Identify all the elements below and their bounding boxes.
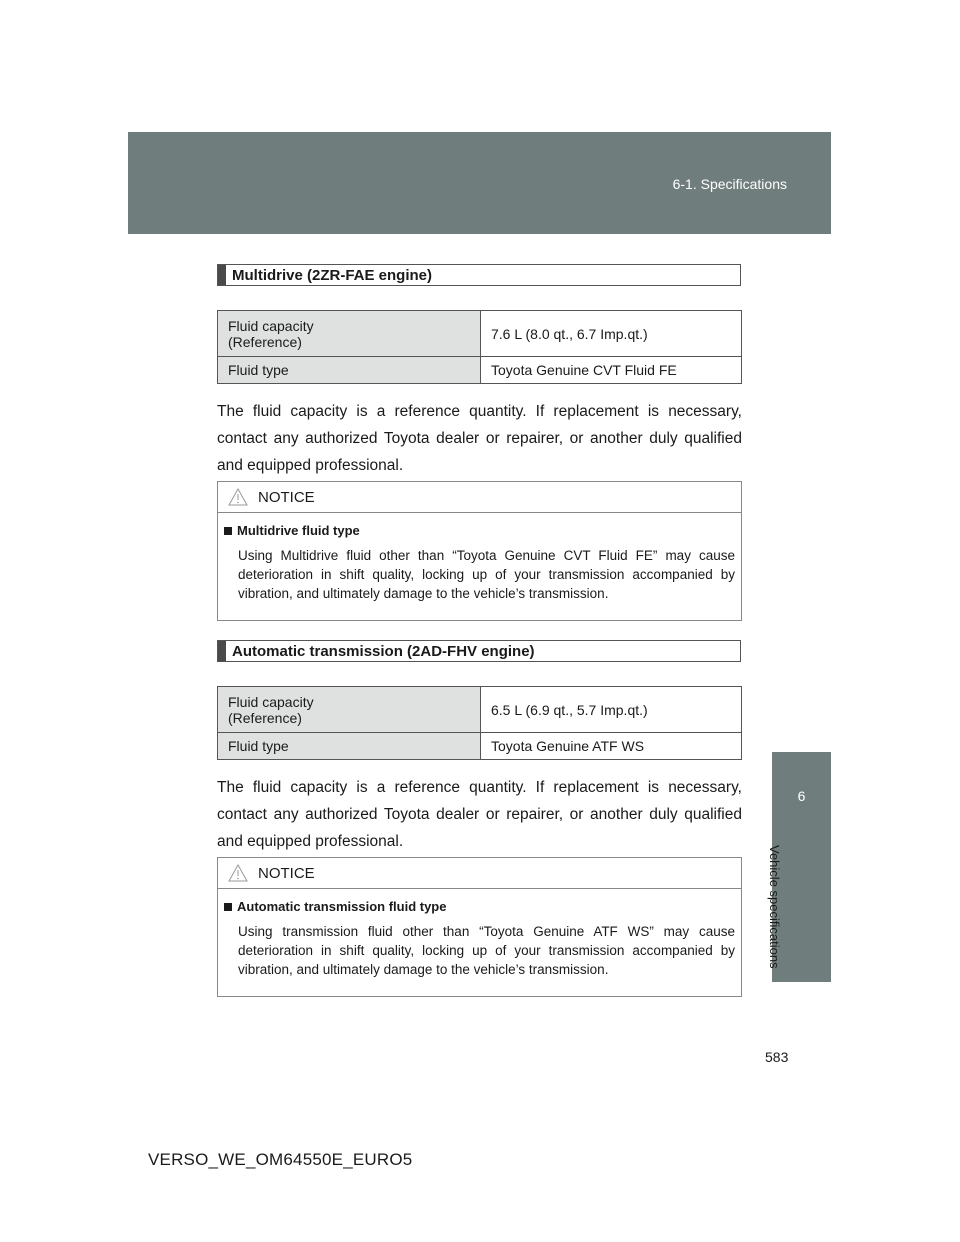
table-row (218, 311, 742, 357)
notice-box (217, 481, 742, 621)
body-paragraph: The fluid capacity is a reference quantity. If replacement is necessary, contact any authorized Toyota dealer or repairer, or another duly qualified and equipped professional. (217, 779, 742, 850)
heading-bar (218, 641, 226, 661)
notice-item-text: Using Multidrive fluid other than “Toyota Genuine CVT Fluid FE” may cause deterioration in shift quality, locking up of your transmission accompanied by vibration, and ultimately damage to the vehicle’s transmission. (238, 548, 735, 601)
section-title: 6-1. Specifications (672, 176, 787, 192)
warning-triangle-icon (228, 488, 248, 506)
row-value: Toyota Genuine ATF WS (481, 733, 742, 760)
spec-table-multidrive (217, 310, 742, 384)
table-row (218, 687, 742, 733)
table-row (218, 357, 742, 384)
bullet-square-icon (224, 527, 232, 535)
section-heading-text: Multidrive (2ZR-FAE engine) (232, 266, 433, 284)
row-value: Toyota Genuine CVT Fluid FE (481, 357, 742, 384)
page-number: 583 (765, 1049, 789, 1065)
document-code: VERSO_WE_OM64550E_EURO5 (148, 1150, 413, 1169)
notice-body (218, 513, 741, 617)
notice-body (218, 889, 741, 993)
chapter-number: 6 (797, 788, 806, 804)
notice-label: NOTICE (258, 488, 315, 506)
notice-item-title-text: Automatic transmission fluid type (237, 899, 447, 914)
warning-triangle-icon (228, 864, 248, 882)
heading-bar (218, 265, 226, 285)
notice-header (218, 482, 741, 513)
notice-header (218, 858, 741, 889)
bullet-square-icon (224, 903, 232, 911)
section-heading-text: Automatic transmission (2AD-FHV engine) (232, 642, 535, 660)
table-row (218, 733, 742, 760)
notice-item-title-text: Multidrive fluid type (237, 523, 360, 538)
section-heading-multidrive (217, 264, 741, 286)
row-key: Fluid type (218, 733, 481, 760)
notice-item-title (224, 523, 735, 538)
row-key: Fluid type (218, 357, 481, 384)
spec-table-automatic (217, 686, 742, 760)
body-paragraph: The fluid capacity is a reference quantity. If replacement is necessary, contact any authorized Toyota dealer or repairer, or another duly qualified and equipped professional. (217, 403, 742, 474)
notice-label: NOTICE (258, 864, 315, 882)
header-band (128, 132, 831, 234)
row-value: 7.6 L (8.0 qt., 6.7 Imp.qt.) (481, 311, 742, 357)
notice-item-title (224, 899, 735, 914)
row-key: Fluid capacity (Reference) (218, 311, 481, 357)
section-heading-automatic (217, 640, 741, 662)
chapter-label: Vehicle specifications (767, 845, 782, 969)
row-key: Fluid capacity (Reference) (218, 687, 481, 733)
notice-box (217, 857, 742, 997)
notice-item-text: Using transmission fluid other than “Toyota Genuine ATF WS” may cause deterioration in shift quality, locking up of your transmission accompanied by vibration, and ultimately damage to the vehicle’s transmission. (238, 924, 735, 977)
row-value: 6.5 L (6.9 qt., 5.7 Imp.qt.) (481, 687, 742, 733)
chapter-label-wrap (767, 845, 804, 985)
